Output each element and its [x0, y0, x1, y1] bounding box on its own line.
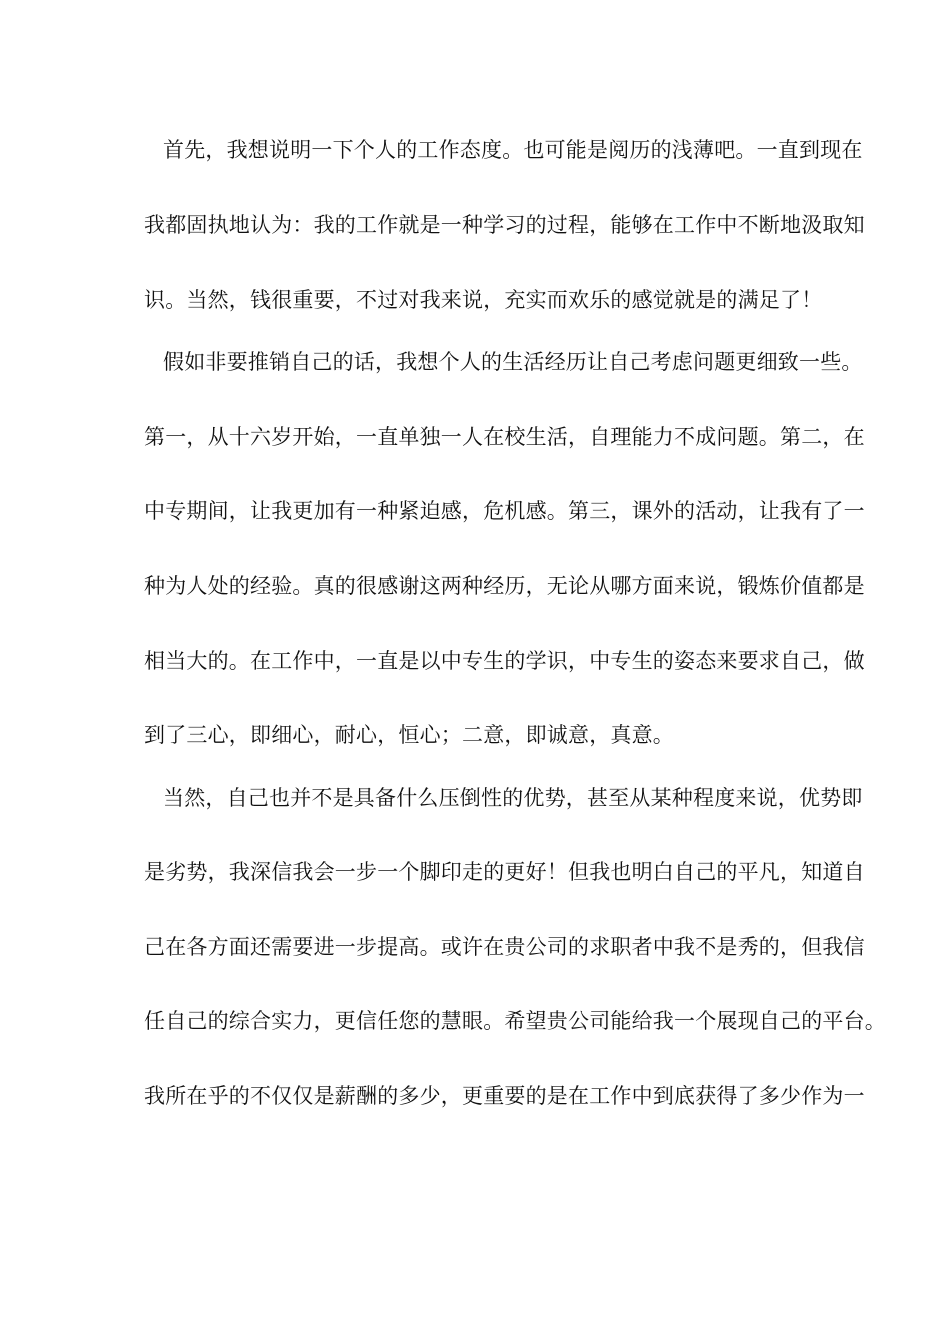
- paragraph-1-line-3: 识。当然，钱很重要，不过对我来说，充实而欢乐的感觉就是的满足了！: [144, 288, 823, 312]
- paragraph-3-line-4: 任自己的综合实力，更信任您的慧眼。希望贵公司能给我一个展现自己的平台。: [144, 1009, 886, 1033]
- paragraph-3-line-5: 我所在乎的不仅仅是薪酬的多少，更重要的是在工作中到底获得了多少作为一: [144, 1084, 865, 1108]
- paragraph-2-line-4: 种为人处的经验。真的很感谢这两种经历，无论从哪方面来说，锻炼价值都是: [144, 574, 865, 598]
- paragraph-2-line-5: 相当大的。在工作中，一直是以中专生的学识，中专生的姿态来要求自己，做: [144, 649, 865, 673]
- paragraph-3-line-1: 当然，自己也并不是具备什么压倒性的优势，甚至从某种程度来说，优势即: [163, 786, 863, 810]
- paragraph-2-line-2: 第一，从十六岁开始，一直单独一人在校生活，自理能力不成问题。第二，在: [144, 425, 865, 449]
- paragraph-2-line-1: 假如非要推销自己的话，我想个人的生活经历让自己考虑问题更细致一些。: [163, 350, 863, 374]
- paragraph-2-line-3: 中专期间，让我更加有一种紧迫感，危机感。第三，课外的活动，让我有了一: [144, 499, 865, 523]
- paragraph-2-line-6: 到了三心，即细心，耐心，恒心；二意，即诚意，真意。: [144, 723, 674, 747]
- paragraph-1-line-2: 我都固执地认为：我的工作就是一种学习的过程，能够在工作中不断地汲取知: [144, 213, 865, 237]
- paragraph-3-line-3: 己在各方面还需要进一步提高。或许在贵公司的求职者中我不是秀的，但我信: [144, 935, 865, 959]
- paragraph-3-line-2: 是劣势，我深信我会一步一个脚印走的更好！但我也明白自己的平凡，知道自: [144, 860, 865, 884]
- paragraph-1-line-1: 首先，我想说明一下个人的工作态度。也可能是阅历的浅薄吧。一直到现在: [163, 138, 863, 162]
